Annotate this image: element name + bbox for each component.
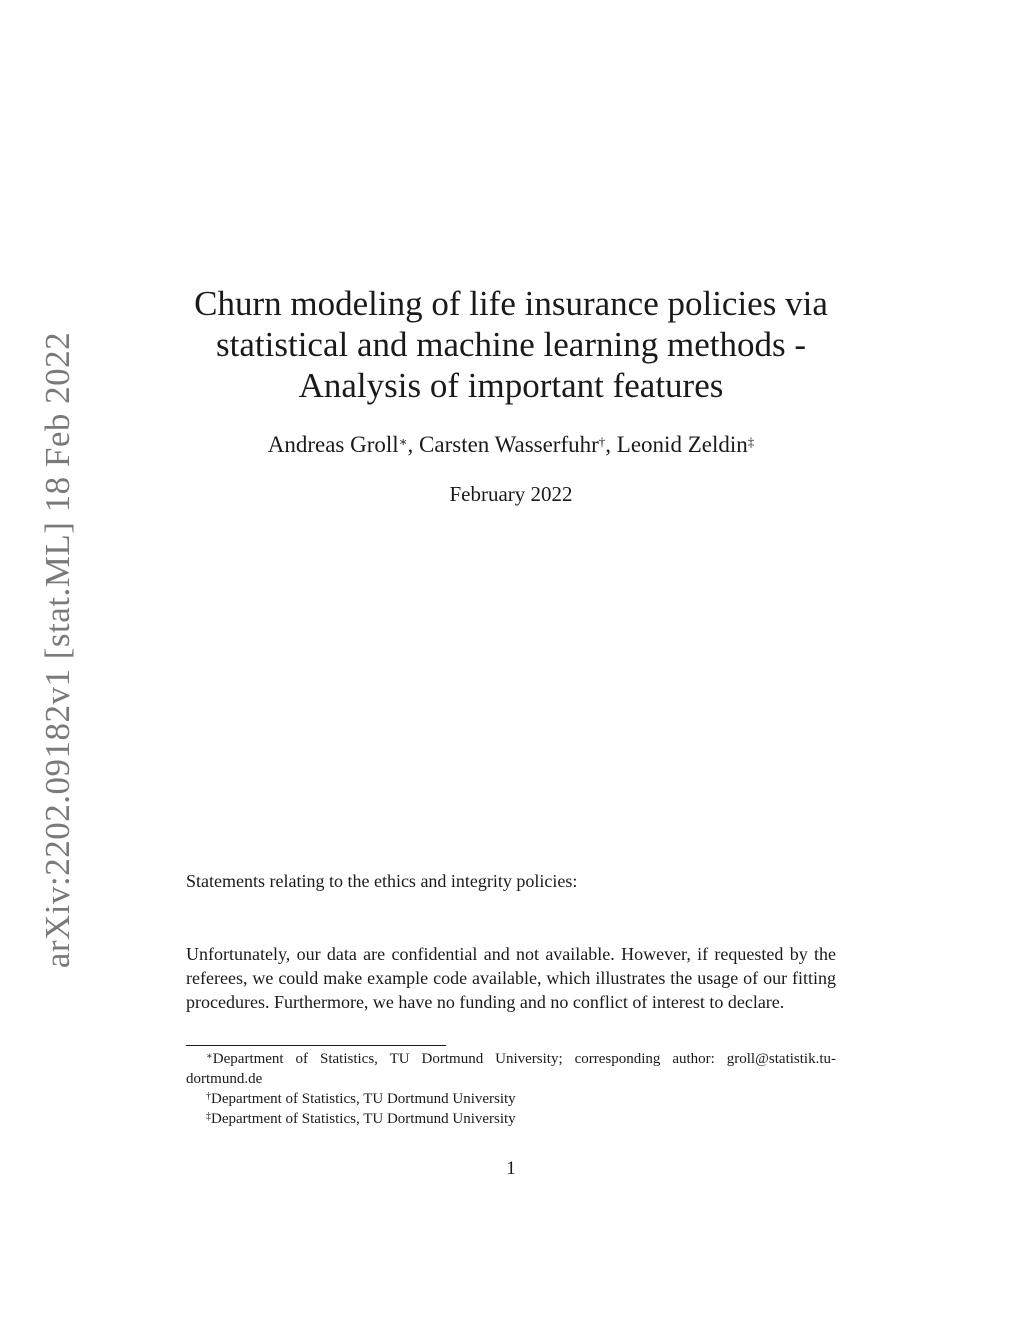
page-number: 1 — [506, 1158, 516, 1179]
author-list — [186, 431, 836, 459]
statements-paragraph: Unfortunately, our data are confidential and not available. However, if requested by the referees, we could make example code available, which illustrates the usage of our fitting procedures. Furthermore, we have no funding and no conflict of interest to declare. — [186, 944, 836, 1012]
footnote — [186, 1049, 836, 1089]
author-name: Carsten Wasserfuhr — [419, 432, 599, 457]
footnote-mark: † — [206, 1091, 211, 1102]
footnote-mark: ‡ — [206, 1111, 211, 1122]
title-line: Churn modeling of life insurance policies via — [194, 284, 828, 323]
footnote — [186, 1089, 836, 1109]
author-name: Leonid Zeldin — [616, 432, 748, 457]
footnote — [186, 1109, 836, 1129]
title-line: statistical and machine learning methods - — [216, 325, 806, 364]
publication-date: February 2022 — [449, 482, 573, 506]
author-footnote-mark: ‡ — [747, 434, 755, 449]
author-name: Andreas Groll — [267, 432, 399, 457]
footnote-divider — [186, 1045, 446, 1046]
title-line: Analysis of important features — [298, 366, 724, 405]
footnote-text: Department of Statistics, TU Dortmund University — [211, 1091, 516, 1107]
author-footnote-mark: ∗ — [398, 434, 408, 449]
arxiv-identifier-stamp: arXiv:2202.09182v1 [stat.ML] 18 Feb 2022 — [38, 331, 77, 969]
author-separator: , — [407, 432, 420, 457]
footnote-text: Department of Statistics, TU Dortmund University; corresponding author: groll@statistik.tu-dortmund.de — [186, 1051, 836, 1087]
paper-title — [186, 283, 836, 406]
author-separator: , — [605, 432, 617, 457]
footnotes — [186, 1049, 836, 1129]
footnote-text: Department of Statistics, TU Dortmund University — [211, 1111, 516, 1127]
statements-heading: Statements relating to the ethics and integrity policies: — [186, 871, 578, 891]
footnote-mark: ∗ — [206, 1051, 213, 1062]
author-footnote-mark: † — [598, 434, 606, 449]
